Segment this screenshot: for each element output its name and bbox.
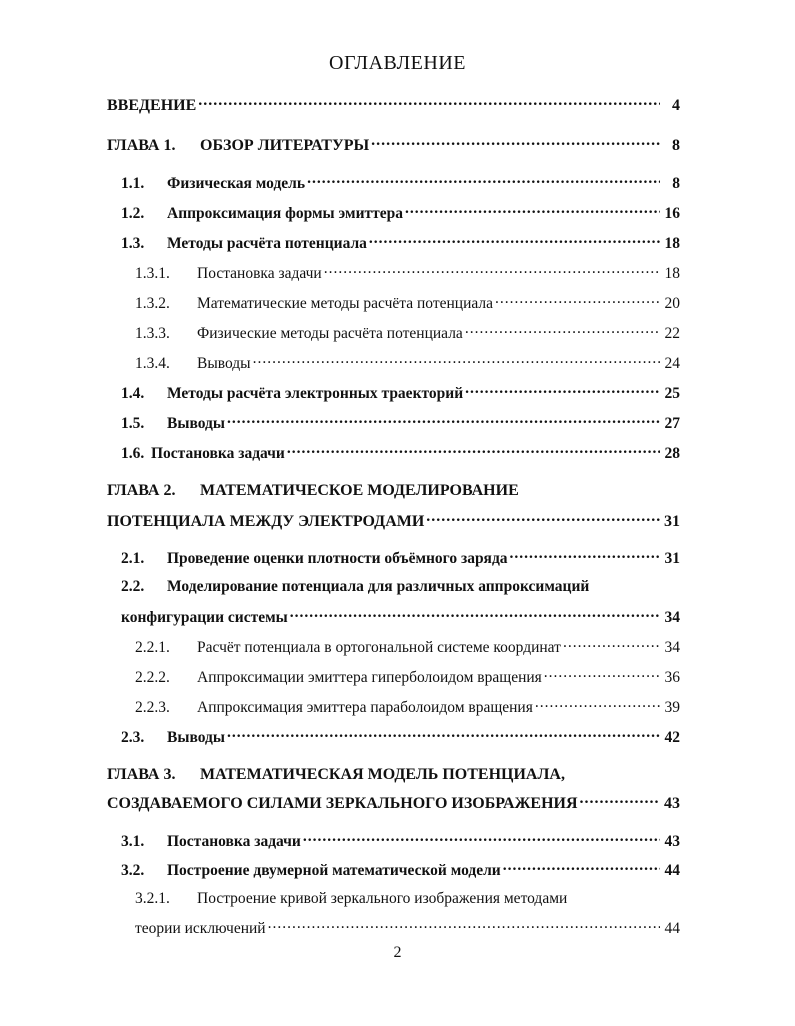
toc-entry-1-5[interactable] (121, 412, 680, 435)
toc-entry-number: 1.6. (121, 444, 145, 462)
toc-entry-text: теории исключений (135, 919, 266, 937)
toc-entry-text: Постановка задачи (167, 832, 301, 850)
toc-entry-page: 16 (664, 204, 680, 222)
toc-entry-page: 8 (672, 174, 680, 192)
dot-leader (510, 547, 660, 563)
dot-leader (227, 412, 660, 428)
toc-entry-number: 2.2.1. (135, 638, 170, 656)
toc-entry-page: 18 (664, 234, 680, 252)
toc-entry-number: 2.2. (121, 578, 145, 595)
dot-leader (290, 606, 660, 622)
toc-entry-text: ВВЕДЕНИЕ (107, 97, 197, 114)
toc-entry-text: Методы расчёта потенциала (167, 234, 367, 252)
toc-entry-page: 44 (664, 861, 680, 879)
toc-entry-number: ГЛАВА 3. (107, 766, 176, 783)
toc-entry-text: Проведение оценки плотности объёмного заряда (167, 549, 508, 567)
toc-entry-page: 22 (664, 324, 680, 342)
toc-entry-text: МАТЕМАТИЧЕСКАЯ МОДЕЛЬ ПОТЕНЦИАЛА, (200, 766, 565, 783)
toc-entry-text: Постановка задачи (151, 444, 285, 462)
dot-leader (198, 94, 660, 110)
toc-entry-number: 1.5. (121, 414, 145, 432)
toc-entry-page: 31 (664, 549, 680, 567)
toc-entry-3-2-1-line1[interactable] (135, 888, 567, 910)
toc-entry-number: 2.3. (121, 728, 145, 746)
toc-entry-1-3-4[interactable] (135, 352, 680, 375)
toc-entry-chapter-3-line1[interactable] (107, 764, 565, 786)
toc-entry-page: 36 (664, 668, 680, 686)
dot-leader (563, 636, 660, 652)
toc-entry-page: 39 (664, 698, 680, 716)
toc-entry-text: СОЗДАВАЕМОГО СИЛАМИ ЗЕРКАЛЬНОГО ИЗОБРАЖЕНИЯ (107, 795, 578, 812)
toc-entry-page: 31 (664, 513, 680, 530)
toc-entry-page: 4 (672, 97, 680, 114)
toc-entry-number: 2.1. (121, 549, 145, 567)
toc-entry-page: 24 (664, 354, 680, 372)
toc-entry-1-3-3[interactable] (135, 322, 680, 345)
toc-entry-2-2-3[interactable] (135, 696, 680, 719)
toc-entry-number: 3.2. (121, 861, 145, 879)
toc-entry-text: Аппроксимация формы эмиттера (167, 204, 404, 222)
dot-leader (369, 232, 660, 248)
toc-entry-number: 2.2.2. (135, 668, 170, 686)
toc-entry-text: Постановка задачи (197, 264, 322, 282)
toc-entry-text: Физическая модель (167, 174, 306, 192)
toc-entry-number: 1.3. (121, 234, 145, 252)
toc-entry-chapter-3-line2[interactable] (107, 792, 680, 815)
toc-entry-number: ГЛАВА 2. (107, 482, 176, 499)
toc-entry-3-2-1-line2[interactable] (135, 917, 680, 940)
toc-entry-page: 8 (672, 137, 680, 154)
toc-entry-number: 1.2. (121, 204, 145, 222)
dot-leader (371, 134, 660, 150)
page-number: 2 (393, 944, 402, 961)
dot-leader (324, 262, 660, 278)
dot-leader (303, 830, 660, 846)
dot-leader (227, 726, 660, 742)
toc-entry-text: Выводы (197, 354, 251, 372)
toc-entry-page: 43 (664, 795, 680, 812)
toc-entry-intro[interactable] (107, 94, 680, 117)
toc-entry-page: 28 (664, 444, 680, 462)
toc-entry-page: 44 (664, 919, 680, 937)
toc-entry-number: 3.2.1. (135, 890, 170, 907)
toc-entry-page: 43 (664, 832, 680, 850)
toc-entry-text: ОБЗОР ЛИТЕРАТУРЫ (200, 137, 370, 154)
toc-entry-page: 42 (664, 728, 680, 746)
dot-leader (405, 202, 660, 218)
toc-entry-text: Аппроксимация эмиттера параболоидом вращения (197, 698, 533, 716)
toc-entry-text: Построение кривой зеркального изображения методами (197, 890, 568, 907)
toc-entry-3-2[interactable] (121, 859, 680, 882)
toc-entry-chapter-2-line1[interactable] (107, 480, 519, 502)
dot-leader (287, 442, 660, 458)
toc-entry-2-2-2[interactable] (135, 666, 680, 689)
toc-entry-1-4[interactable] (121, 382, 680, 405)
toc-entry-1-1[interactable] (121, 172, 680, 195)
toc-entry-page: 34 (664, 638, 680, 656)
toc-entry-page: 18 (664, 264, 680, 282)
toc-entry-text: ПОТЕНЦИАЛА МЕЖДУ ЭЛЕКТРОДАМИ (107, 513, 425, 530)
toc-entry-1-3-2[interactable] (135, 292, 680, 315)
toc-entry-2-2-line2[interactable] (121, 606, 680, 629)
toc-entry-number: 2.2.3. (135, 698, 170, 716)
toc-entry-page: 25 (664, 384, 680, 402)
dot-leader (535, 696, 660, 712)
toc-entry-text: Аппроксимации эмиттера гиперболоидом вращения (197, 668, 542, 686)
toc-entry-number: 1.4. (121, 384, 145, 402)
toc-entry-page: 20 (664, 294, 680, 312)
toc-entry-number: ГЛАВА 1. (107, 137, 176, 154)
toc-entry-text: Построение двумерной математической модели (167, 861, 501, 879)
toc-entry-text: Методы расчёта электронных траекторий (167, 384, 464, 402)
toc-entry-1-2[interactable] (121, 202, 680, 225)
toc-entry-text: МАТЕМАТИЧЕСКОЕ МОДЕЛИРОВАНИЕ (200, 482, 519, 499)
page-title: ОГЛАВЛЕНИЕ (329, 52, 466, 74)
toc-entry-number: 3.1. (121, 832, 145, 850)
toc-entry-text: конфигурации системы (121, 608, 288, 626)
toc-entry-1-3-1[interactable] (135, 262, 680, 285)
toc-entry-number: 1.3.1. (135, 264, 170, 282)
dot-leader (253, 352, 660, 368)
toc-entry-text: Физические методы расчёта потенциала (197, 324, 463, 342)
toc-entry-text: Расчёт потенциала в ортогональной системе координат (197, 638, 561, 656)
dot-leader (495, 292, 660, 308)
dot-leader (426, 510, 660, 526)
toc-entry-2-2-1[interactable] (135, 636, 680, 659)
toc-entry-number: 1.3.2. (135, 294, 170, 312)
toc-entry-number: 1.3.4. (135, 354, 170, 372)
toc-entry-page: 34 (664, 608, 680, 626)
toc-entry-1-3[interactable] (121, 232, 680, 255)
dot-leader (503, 859, 660, 875)
toc-entry-3-1[interactable] (121, 830, 680, 853)
toc-entry-2-1[interactable] (121, 547, 680, 570)
toc-entry-page: 27 (664, 414, 680, 432)
toc-entry-text: Математические методы расчёта потенциала (197, 294, 494, 312)
toc-entry-chapter-2-line2[interactable] (107, 510, 680, 533)
dot-leader (580, 792, 660, 808)
dot-leader (307, 172, 660, 188)
toc-entry-2-2-line1[interactable] (121, 576, 589, 598)
dot-leader (544, 666, 660, 682)
toc-entry-text: Выводы (167, 414, 225, 432)
toc-entry-number: 1.1. (121, 174, 145, 192)
toc-entry-text: Моделирование потенциала для различных аппроксимаций (167, 578, 590, 595)
toc-entry-text: Выводы (167, 728, 225, 746)
toc-entry-chapter-1[interactable] (107, 134, 680, 157)
dot-leader (465, 322, 660, 338)
toc-entry-number: 1.3.3. (135, 324, 170, 342)
toc-entry-2-3[interactable] (121, 726, 680, 749)
dot-leader (465, 382, 660, 398)
dot-leader (268, 917, 660, 933)
toc-entry-1-6[interactable] (121, 442, 680, 465)
